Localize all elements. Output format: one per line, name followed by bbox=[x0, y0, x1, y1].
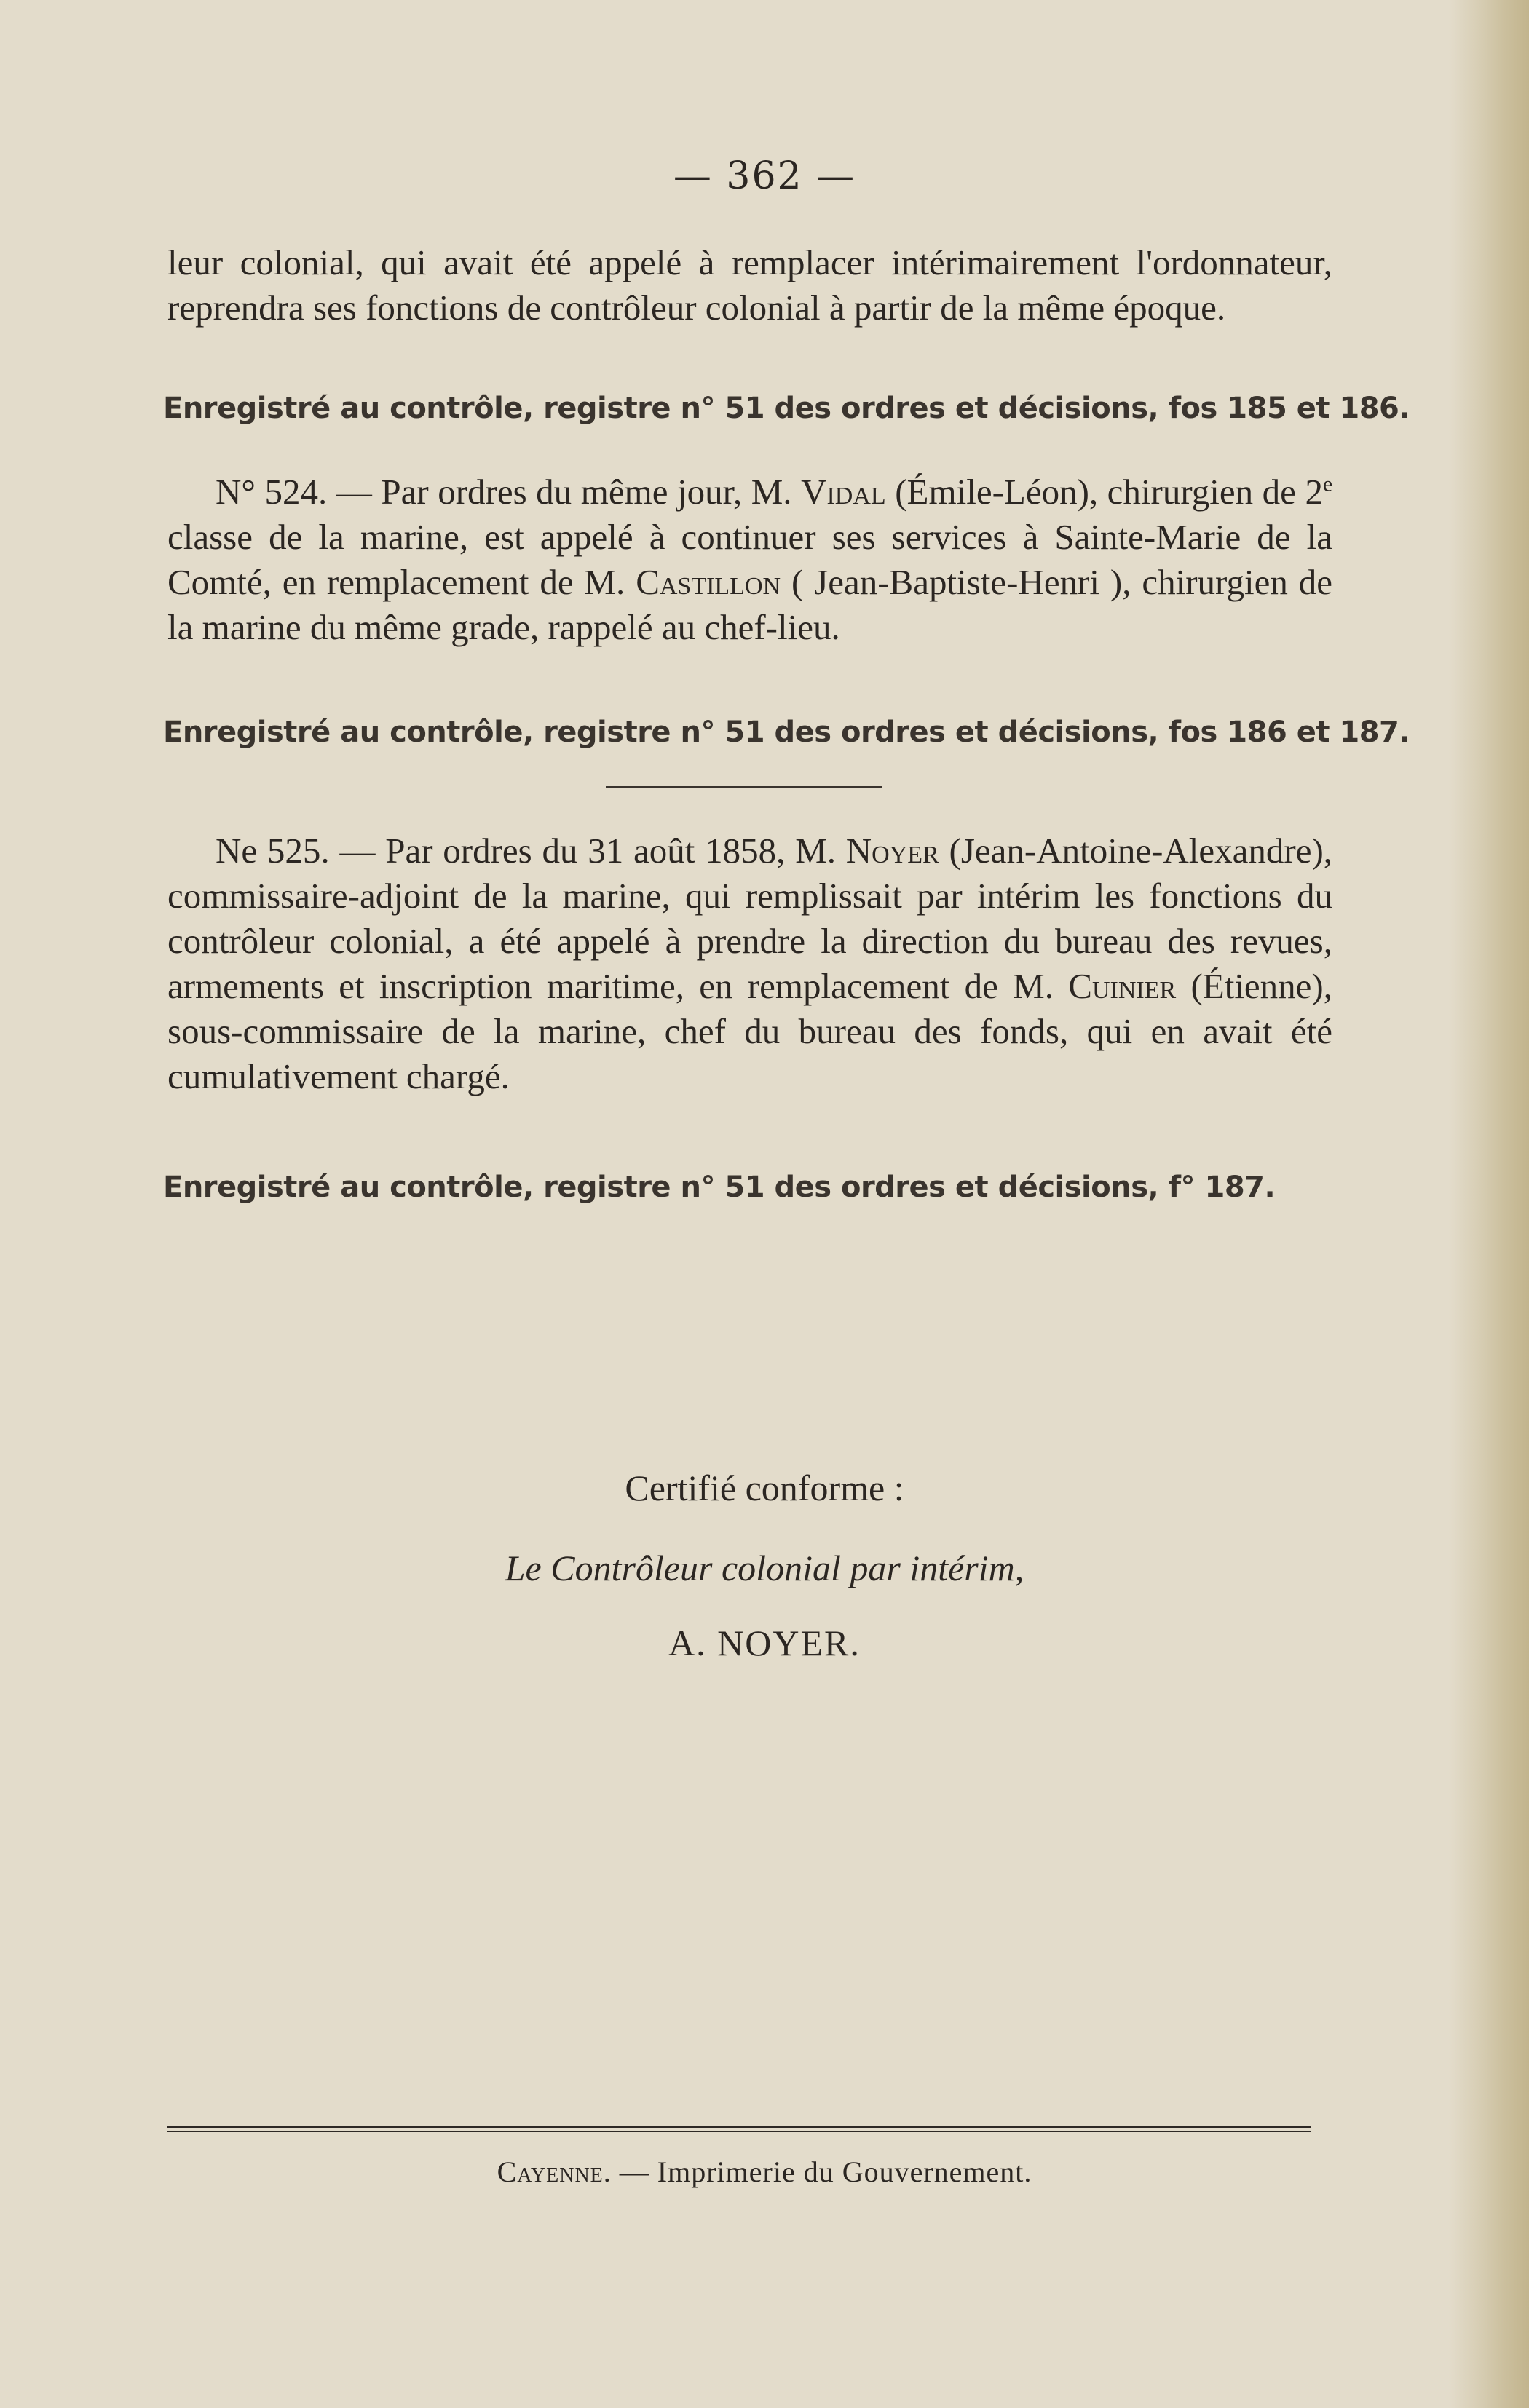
section-separator bbox=[606, 786, 882, 788]
page-number: — 362 — bbox=[673, 154, 856, 198]
entry-524-superscript: e bbox=[1322, 472, 1333, 496]
entry-524-part-c: classe de la marine, est appelé à continuer ses services à Sainte-Marie de la Comté, en remplacement de M. bbox=[167, 517, 1332, 602]
entry-524-name-castillon: Castillon bbox=[636, 562, 781, 602]
entry-524-name-vidal: Vidal bbox=[801, 472, 886, 512]
entry-525-part-b: (Jean-Antoine-Alexandre), commissaire-adjoint de la marine, qui remplissait par intérim les fonctions du contrôleur colonial, a été appelé à prendre la direction du bureau des revues, armements et inscription maritime, en remplacement de M. bbox=[167, 831, 1333, 1006]
entry-525-name-cuinier: Cuinier bbox=[1068, 966, 1177, 1006]
intro-registration: Enregistré au contrôle, registre n° 51 des ordres et décisions, fos 185 et 186. bbox=[163, 392, 1410, 425]
entry-525-text bbox=[167, 828, 1332, 1099]
certification-title: Le Contrôleur colonial par intérim, bbox=[505, 1548, 1024, 1588]
entry-525-part-c: (Étienne), sous-commissaire de la marine, chef du bureau des fonds, qui en avait été cumulativement chargé. bbox=[167, 966, 1332, 1096]
certification-signature: A. NOYER. bbox=[668, 1623, 861, 1663]
certification-line: Certifié conforme : bbox=[625, 1468, 904, 1508]
intro-paragraph bbox=[167, 240, 1332, 330]
entry-524-part-a: — Par ordres du même jour, M. bbox=[336, 472, 792, 512]
entry-524-text bbox=[167, 470, 1332, 650]
entry-524-registration: Enregistré au contrôle, registre n° 51 des ordres et décisions, fos 186 et 187. bbox=[163, 716, 1410, 749]
footer-rule-thin bbox=[167, 2131, 1311, 2132]
printer-city: Cayenne bbox=[497, 2155, 604, 2188]
entry-525-registration: Enregistré au contrôle, registre n° 51 des ordres et décisions, f° 187. bbox=[163, 1171, 1276, 1204]
printer-imprint bbox=[0, 2155, 1529, 2189]
entry-525 bbox=[167, 828, 1332, 1099]
entry-524-part-b: (Émile-Léon), chirurgien de 2 bbox=[895, 472, 1323, 512]
entry-524 bbox=[167, 470, 1332, 650]
intro-text: leur colonial, qui avait été appelé à remplacer intérimairement l'ordonnateur, reprendra ses fonctions de contrôleur colonial à partir de la même époque. bbox=[167, 242, 1332, 328]
entry-525-part-a: — Par ordres du 31 août 1858, M. bbox=[339, 831, 837, 871]
printer-name: . — Imprimerie du Gouvernement. bbox=[603, 2155, 1032, 2188]
entry-524-part-d: ( Jean-Baptiste-Henri ), chirurgien de la marine du même grade, rappelé au chef-lieu. bbox=[167, 562, 1332, 647]
entry-524-number: N° 524. bbox=[216, 472, 328, 512]
entry-525-name-noyer: Noyer bbox=[845, 831, 939, 871]
entry-525-number: Ne 525. bbox=[216, 831, 330, 871]
footer-rule bbox=[167, 2126, 1311, 2128]
